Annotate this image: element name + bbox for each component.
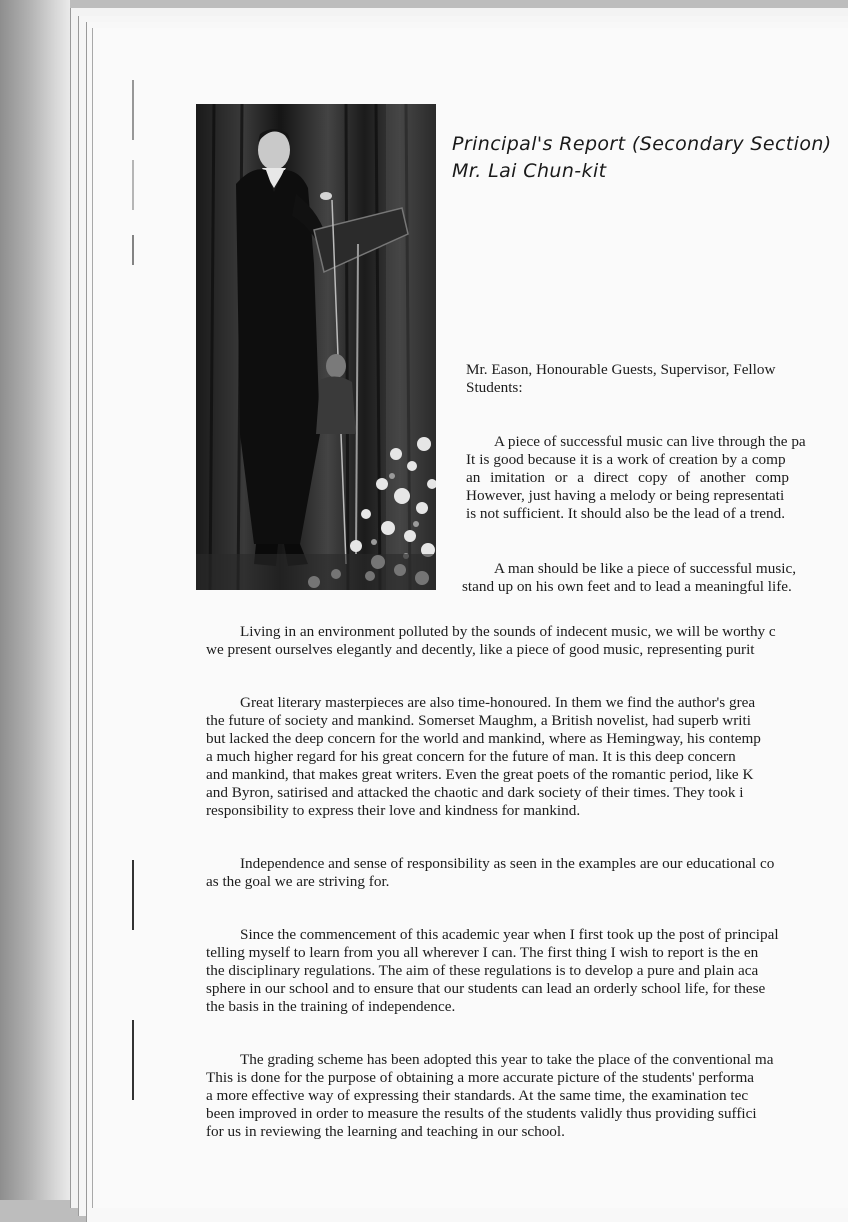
paragraph-line: the basis in the training of independence. [206,998,456,1015]
paragraph-line: stand up on his own feet and to lead a meaningful life. [462,578,792,595]
binding-mark [132,160,134,210]
paragraph-line: responsibility to express their love and kindness for mankind. [206,802,581,819]
author-name: Mr. Lai Chun-kit [452,160,607,182]
paragraph-line: Independence and sense of responsibility as seen in the examples are our educational co [240,855,775,872]
binding-mark [132,860,134,930]
binding-mark [132,235,134,265]
paragraph-line: Since the commencement of this academic year when I first took up the post of principal [240,926,779,943]
paragraph-line: for us in reviewing the learning and teaching in our school. [206,1123,565,1140]
binding-mark [132,1020,134,1100]
paragraph-line: sphere in our school and to ensure that our students can lead an orderly school life, for these [206,980,766,997]
paragraph-line: is not sufficient. It should also be the lead of a trend. [466,505,786,522]
paragraph-line: The grading scheme has been adopted this year to take the place of the conventional ma [240,1051,774,1068]
paragraph-line: the disciplinary regulations. The aim of these regulations is to develop a pure and plain aca [206,962,759,979]
paragraph-line: as the goal we are striving for. [206,873,390,890]
paragraph-line: a more effective way of expressing their standards. At the same time, the examination tec [206,1087,749,1104]
paragraph-line: This is done for the purpose of obtaining a more accurate picture of the students' performa [206,1069,755,1086]
salutation-line: Mr. Eason, Honourable Guests, Supervisor, Fellow [466,361,776,378]
paragraph-line: However, just having a melody or being representati [466,487,785,504]
paragraph-line: and Byron, satirised and attacked the chaotic and dark society of their times. They took i [206,784,744,801]
paragraph-line: been improved in order to measure the results of the students validly thus providing suffici [206,1105,757,1122]
paragraph-line: we present ourselves elegantly and decently, like a piece of good music, representing purit [206,641,755,658]
page-title: Principal's Report (Secondary Section) [452,133,832,155]
speaker-at-lectern-photo [196,104,436,590]
paragraph-line: A man should be like a piece of successful music, [494,560,796,577]
paragraph-line: an imitation or a direct copy of another comp [466,469,789,486]
scan-edge [0,0,70,1200]
paragraph-line: but lacked the deep concern for the world and mankind, where as Hemingway, his contemp [206,730,761,747]
paragraph-line: the future of society and mankind. Somerset Maughm, a British novelist, had superb writi [206,712,751,729]
binding-mark [132,80,134,140]
paragraph-line: Living in an environment polluted by the sounds of indecent music, we will be worthy c [240,623,776,640]
paragraph-line: Great literary masterpieces are also time-honoured. In them we find the author's grea [240,694,756,711]
paragraph-line: a much higher regard for his great concern for the future of man. It is this deep concern [206,748,736,765]
paragraph-line: and mankind, that makes great writers. Even the great poets of the romantic period, like K [206,766,754,783]
paragraph-line: A piece of successful music can live through the pa [494,433,806,450]
paragraph-line: It is good because it is a work of creation by a comp [466,451,786,468]
salutation-line: Students: [466,379,523,396]
paragraph-line: telling myself to learn from you all wherever I can. The first thing I wish to report is the en [206,944,759,961]
